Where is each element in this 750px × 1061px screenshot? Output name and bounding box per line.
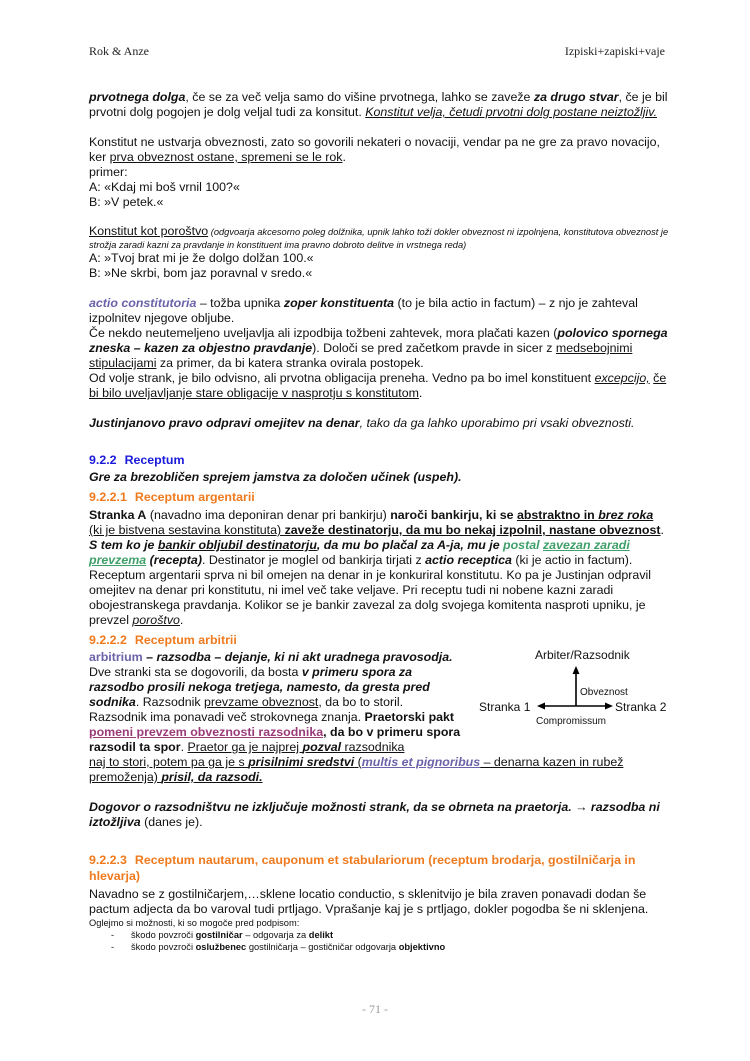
text-underlined: naj to stori, potem pa ga je s (89, 755, 249, 769)
heading-number: 9.2.2.2 (89, 633, 127, 647)
term-prisilnimi-sredstvi: prisilnimi sredstvi (248, 755, 355, 769)
small-note: Oglejmo si možnosti, ki so mogoče pred podpisom: (89, 918, 300, 928)
term-prisil-da-razsodi: prisil, da razsodi. (161, 770, 263, 784)
text: . (418, 386, 423, 400)
term-porostvo: poroštvo (132, 613, 180, 627)
term-stranka-a: Stranka A (89, 508, 147, 522)
term-gostilnicar: gostilničar (195, 930, 243, 940)
term-justinjanovo-pravo: Justinjanovo pravo odpravi omejitev na denar (89, 416, 360, 430)
list-item (89, 941, 669, 953)
diagram-label-arbiter: Arbiter/Razsodnik (535, 648, 630, 662)
header-left: Rok & Anze (89, 44, 149, 58)
paragraph-receptum-nautarum: Navadno se z gostilničarjem,…sklene locatio conductio, s sklenitvijo je bila zraven ponavadi dodan še pactum adjecta da bo varoval tudi prtljago. Vprašanje kaj je s prtljago, dokler pogodba še ni sklenjena. (89, 887, 649, 916)
paragraph-receptum-argentarii (89, 508, 669, 628)
text: škodo povzroči (131, 930, 196, 940)
text: Razsodnik ima ponavadi več strokovnega znanja. (89, 710, 365, 724)
term-konstitut-kot-porostvo: Konstitut kot poroštvo (89, 224, 209, 238)
text: , če je bil prvotni dolg pogojen je dolg veljal tudi za konsitut. (89, 90, 668, 119)
diagram-label-compromissum: Compromissum (536, 716, 607, 727)
porostvo-note: (odgvoarja akcesorno poleg dolžnika, upnik lahko toži dokler obveznost ni izpolnjena, konstitutova obveznost je strožja zaradi kazni za pravdanje in konstituent ima pravno dobroto delitve in vrstnega reda) (89, 227, 669, 250)
heading-title: Receptum (124, 453, 185, 467)
term-zaveze-destinatorju: zaveže destinatorju, da mu bo nekaj izpolnil, nastane obveznost (284, 523, 661, 537)
paragraph-actio-constitutoria (89, 296, 669, 326)
term-objektivno: objektivno (398, 942, 446, 952)
heading-title: Receptum arbitrii (134, 633, 237, 647)
heading-number: 9.2.2 (89, 453, 117, 467)
term-brez-roka: brez roka (598, 508, 654, 522)
primer-label: primer: (89, 165, 128, 179)
text: . (660, 523, 664, 537)
term-actio-receptica: actio receptica (425, 553, 512, 567)
text: – odgovarja za (242, 930, 309, 940)
heading-9-2-2-2 (89, 632, 669, 648)
page-number: - 71 - (362, 1002, 388, 1016)
term-multis-et-pignoribus: multis et pignoribus (361, 755, 481, 769)
text: (ki je actio in factum). Receptum argentarii sprva ni bil omejen na denar in je konkuriral konstitutu. Ko pa je Justinjan odpravil omejitev na denar pri konstitutu, ni imel več take veljave. Pri receptu tudi ni nobene kazni zaradi obojestranskega pravdanja. Kolikor se je bankir zavezal za dolg svojega komitenta nasproti upniku, je prevzel (89, 553, 652, 627)
text: Konstitut ne ustvarja obveznosti, zato so govorili nekateri o novaciji, vendar pa ne gre za pravo novacijo, ker (89, 135, 660, 164)
term-delikt: delikt (308, 930, 334, 940)
possibilities-list (89, 929, 669, 953)
text: Dve stranki sta se dogovorili, da bosta (89, 665, 302, 679)
term-bankir-obljubil: bankir obljubil destinatorju (157, 538, 317, 552)
document-body (89, 90, 669, 953)
paragraph-prisilna-sredstva (89, 755, 669, 785)
example-line-a: A: «Kdaj mi boš vrnil 100?« (89, 180, 240, 194)
paragraph-volja-strank (89, 371, 669, 401)
paragraph-kazen (89, 326, 669, 371)
heading-9-2-2-1 (89, 489, 669, 505)
arrow-right-icon: → (575, 800, 588, 814)
example-line-a: A: »Tvoj brat mi je že dolgo dolžan 100.« (89, 251, 314, 265)
underlined-prva-obveznost: prva obveznost ostane, spremeni se le rok (109, 150, 343, 164)
text-underlined: razsodnika (341, 740, 405, 754)
text: za primer, da bi katera stranka ovirala postopek. (156, 356, 424, 370)
term-prvotnega-dolga: prvotnega dolga (89, 90, 186, 104)
term-pozval: pozval (302, 740, 342, 754)
underlined-stipulacije: medsebojnimi stipulacijami (89, 341, 633, 370)
heading-9-2-2-3 (89, 852, 669, 884)
text: škodo povzroči (131, 942, 196, 952)
term-recepta: (recepta) (146, 553, 202, 567)
text: . (179, 613, 184, 627)
heading-number: 9.2.2.3 (89, 853, 127, 867)
text: ). Določi se pred začetkom pravde in sicer z (312, 341, 556, 355)
text-bold-italic: – razsodba – dejanje, ki ni akt uradnega pravosodja. (142, 650, 453, 664)
term-prevzem-obveznosti-razsodnika: pomeni prevzem obveznosti razsodnika (89, 725, 324, 739)
text-bold: , da bo v primeru spora razsodil ta spor (89, 725, 461, 754)
text: . Razsodnik (135, 695, 205, 709)
text-bold-italic: S tem ko je (89, 538, 158, 552)
paragraph-novacija (89, 135, 669, 165)
text-bold-italic: , da mu bo plačal za A-ja, mu je (316, 538, 504, 552)
note-konstitut-velja: Konstitut velja, četudi prvotni dolg postane neiztožljiv. (365, 105, 658, 119)
text: . (180, 740, 188, 754)
arbitrium-diagram (477, 648, 677, 743)
list-item (89, 929, 669, 941)
diagram-label-stranka-1: Stranka 1 (479, 700, 531, 714)
term-abstraktno: abstraktno in (516, 508, 599, 522)
text: Če nekdo neutemeljeno uveljavlja ali izpodbija tožbeni zahtevek, mora plačati kazen ( (89, 326, 558, 340)
term-praetorski-pakt: Praetorski pakt (364, 710, 455, 724)
text-underlined: (ki je bistvena sestavina konstituta) (89, 523, 285, 537)
text: (navadno ima deponiran denar pri bankirju) (146, 508, 391, 522)
heading-9-2-2 (89, 453, 669, 468)
term-v-primeru-spora: v primeru spora za razsodbo prosili nekoga tretjega, namesto, da gresta pred sodnika (89, 665, 430, 709)
underlined-stara-obligacija: če bi bilo uveljavljanje stare obligacije v nasprotju s konstitutom (89, 371, 667, 400)
term-actio-constitutoria: actio constitutoria (89, 296, 197, 310)
text-underlined: Praetor ga je najprej (187, 740, 303, 754)
example-line-b: B: »Ne skrbi, bom jaz poravnal v sredo.« (89, 266, 313, 280)
heading-title: Receptum nautarum, cauponum et stabulariorum (receptum brodarja, gostilničarja in hlevarja) (89, 853, 636, 883)
example-line-b: B: »V petek.« (89, 195, 164, 209)
arbitrium-section (89, 650, 669, 785)
diagram-label-obveznost: Obveznost (580, 687, 628, 698)
term-polovico-spornega-zneska: polovico spornega zneska – kazen za objestno pravdanje (89, 326, 668, 355)
heading-title: Receptum argentarii (134, 490, 255, 504)
term-prevzame-obveznost: prevzame obveznost (204, 695, 319, 709)
text: Od volje strank, je bilo odvisno, ali prvotna obligacija preneha. Vedno pa bo imel konstituent (89, 371, 595, 385)
term-osluzbenec: oslužbenec (195, 942, 247, 952)
receptum-lead: Gre za brezobličen sprejem jamstva za določen učinek (uspeh). (89, 470, 462, 484)
term-excepcijo: excepcijo, (594, 371, 650, 385)
paragraph-prvotni-dolg (89, 90, 669, 120)
diagram-label-stranka-2: Stranka 2 (615, 700, 667, 714)
text-underlined: ( (354, 755, 362, 769)
paragraph-receptum-arbitrii (89, 650, 461, 755)
header-right: Izpiski+zapiski+vaje (564, 44, 665, 58)
text: – tožba upnika (196, 296, 284, 310)
text: , tako da ga lahko uporabimo pri vsaki obveznosti. (359, 416, 635, 430)
term-zavezan-zaradi-prevzema: zavezan zaradi prevzema (89, 538, 630, 567)
text-underlined: – denarna kazen in rubež premoženja) (89, 755, 624, 784)
paragraph-porostvo (89, 225, 669, 251)
text: gostilničarja – gostičničar odgovarja (246, 942, 399, 952)
term-postal: postal (503, 538, 543, 552)
term-razsodba-ni-iztozljiva: razsodba ni iztožljiva (89, 800, 660, 829)
paragraph-dogovor-o-razsodnistvu (89, 800, 669, 830)
heading-number: 9.2.2.1 (89, 490, 127, 504)
text: , če se za več velja samo do višine prvotnega, lahko se zaveže (185, 90, 534, 104)
text: (danes je). (140, 815, 203, 829)
text-bold: naroči bankirju, ki se (390, 508, 517, 522)
text: (to je bila actio in factum) – z njo je zahteval izpolnitev njegove obljube. (89, 296, 638, 325)
text: , da bo to storil. (318, 695, 404, 709)
term-za-drugo-stvar: za drugo stvar (533, 90, 619, 104)
term-zoper-konstituenta: zoper konstituenta (283, 296, 395, 310)
text-bold-italic: Dogovor o razsodništvu ne izključuje možnosti strank, da se obrneta na praetorja. (89, 800, 576, 814)
text: . (342, 150, 346, 164)
diagram-arrows-icon (477, 648, 677, 743)
paragraph-justinjan (89, 416, 669, 431)
term-arbitrium: arbitrium (89, 650, 143, 664)
text: . Destinator je moglel od bankirja tirjati z (201, 553, 426, 567)
